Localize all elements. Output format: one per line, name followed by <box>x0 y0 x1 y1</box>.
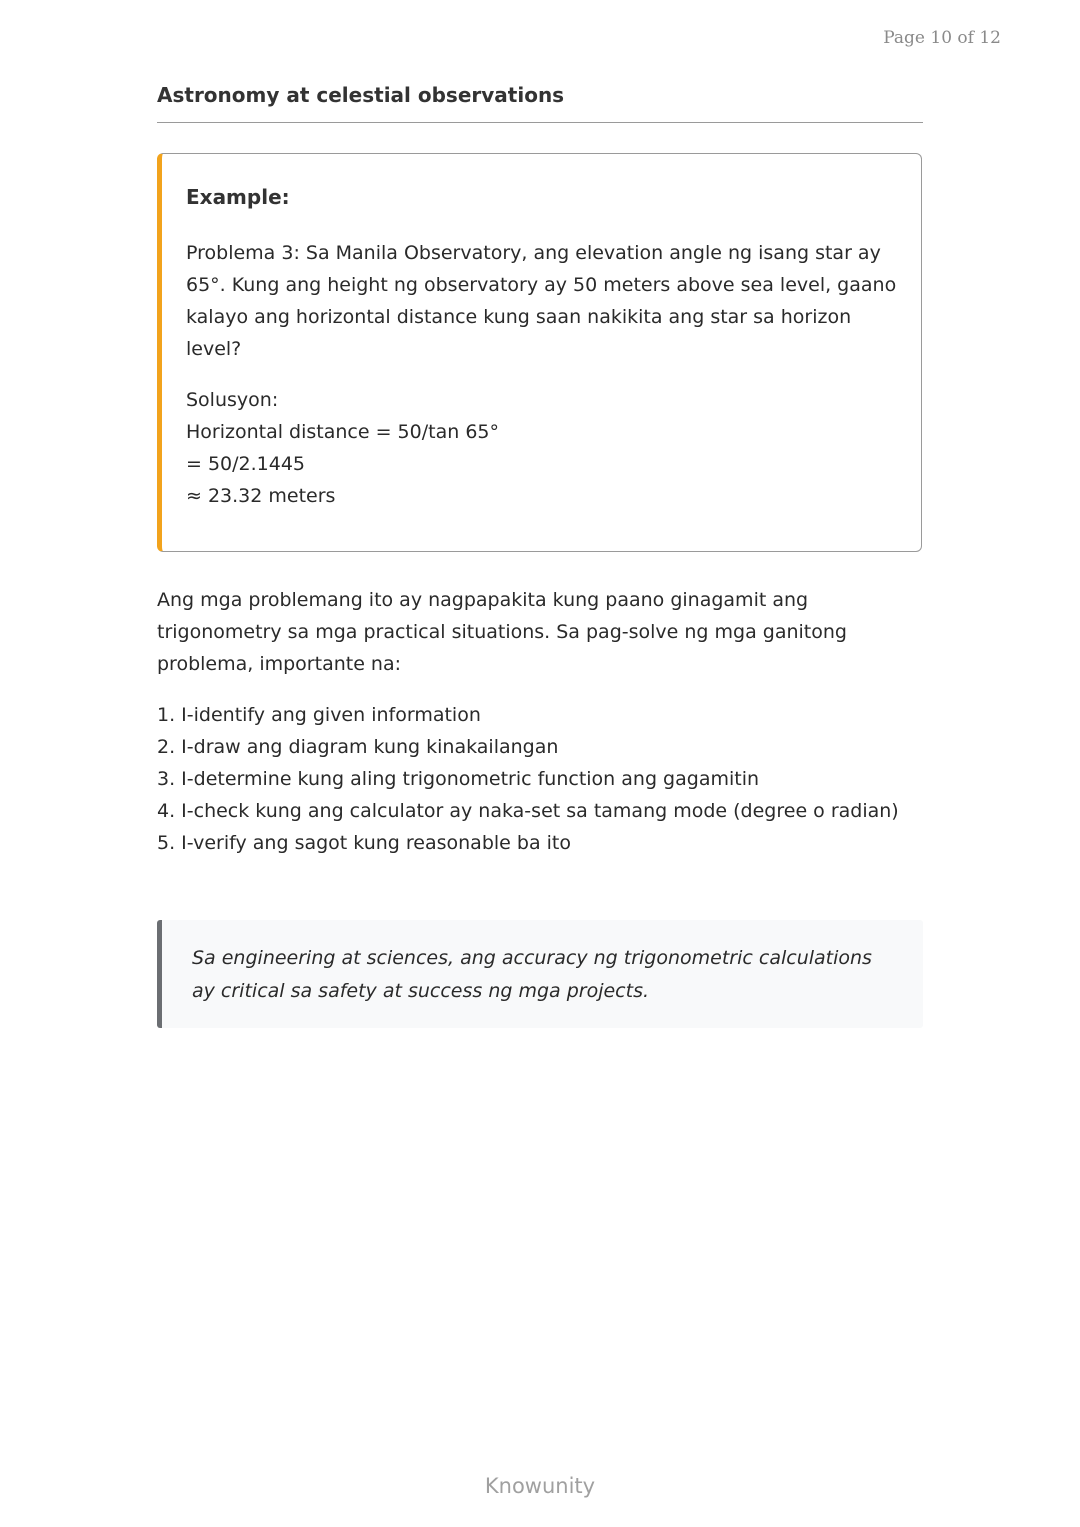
quote-text: Sa engineering at sciences, ang accuracy ng trigonometric calculations ay critical sa safety at success ng mga projects. <box>192 947 872 1002</box>
list-item: 3. I-determine kung aling trigonometric function ang gagamitin <box>157 768 760 790</box>
steps-list <box>157 699 923 859</box>
solution-label: Solusyon: <box>186 389 279 411</box>
example-box <box>157 153 922 552</box>
list-item: 2. I-draw ang diagram kung kinakailangan <box>157 736 559 758</box>
solution-answer: ≈ 23.32 meters <box>186 485 336 507</box>
list-item: 4. I-check kung ang calculator ay naka-set sa tamang mode (degree o radian) <box>157 800 899 822</box>
body-paragraph: Ang mga problemang ito ay nagpapakita kung paano ginagamit ang trigonometry sa mga practical situations. Sa pag-solve ng mga ganitong problema, importante na: <box>157 589 847 675</box>
title-divider <box>157 122 923 123</box>
example-heading: Example: <box>186 185 290 209</box>
list-item: 1. I-identify ang given information <box>157 704 481 726</box>
page-number: Page 10 of 12 <box>883 28 1001 48</box>
solution-step: = 50/2.1445 <box>186 453 306 475</box>
solution-step: Horizontal distance = 50/tan 65° <box>186 421 499 443</box>
footer-brand: Knowunity <box>484 1474 596 1498</box>
blockquote <box>157 920 923 1028</box>
section-title: Astronomy at celestial observations <box>157 83 565 107</box>
list-item: 5. I-verify ang sagot kung reasonable ba ito <box>157 832 571 854</box>
example-problem-text: Problema 3: Sa Manila Observatory, ang elevation angle ng isang star ay 65°. Kung ang height ng observatory ay 50 meters above sea level, gaano kalayo ang horizontal distance kung saan nakikita ang star sa horizon level? <box>186 242 897 360</box>
